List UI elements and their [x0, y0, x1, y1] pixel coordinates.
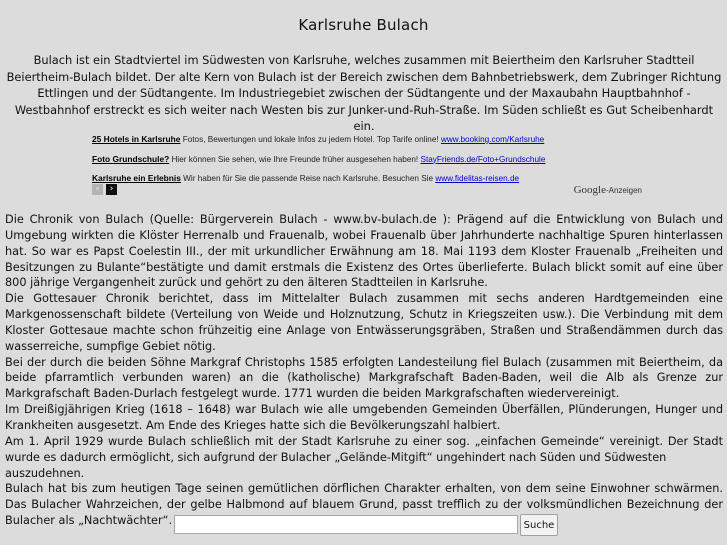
- search-button[interactable]: Suche: [520, 514, 558, 536]
- chronicle-paragraph: auszudehnen.: [5, 466, 85, 480]
- ad-text: Fotos, Bewertungen und lokale Infos zu jedem Hotel. Top Tarife online!: [180, 135, 441, 144]
- ad-url-link[interactable]: www.fidelitas-reisen.de: [435, 174, 520, 183]
- ad-text: Wir haben für Sie die passende Reise nach Karlsruhe. Besuchen Sie: [180, 174, 436, 183]
- ad-title-link[interactable]: Karlsruhe ein Erlebnis: [92, 173, 181, 183]
- chronicle-paragraph: Am 1. April 1929 wurde Bulach schließlich mit der Stadt Karlsruhe zu einer sog. „einfachen Gemeinde“ vereinigt. Der Stadt wurde es dadurch ermöglicht, sich aufgrund der Bulacher „Gelände-Mitgift“ ungehindert nach Süden und Südwesten: [5, 434, 723, 464]
- ad-next-button[interactable]: ›: [106, 184, 117, 195]
- chronicle-paragraph: Bulach hat bis zum heutigen Tage seinen gemütlichen dörflichen Charakter erhalten, von dem seine Einwohner schwärmen. Das Bulacher Wahrzeichen, der gelbe Halbmond auf blauem Grund, passt trefflich zu der volksmündlichen Bezeichnung der Bulacher als „Nachtwächter“.: [5, 482, 723, 528]
- ad-text: Hier können Sie sehen, wie Ihre Freunde früher ausgesehen haben!: [169, 154, 421, 164]
- intro-paragraph: Bulach ist ein Stadtviertel im Südwesten von Karlsruhe, welches zusammen mit Beiertheim den Karlsruher Stadtteil Beiertheim-Bulach bildet. Der alte Kern von Bulach ist der Bereich zwischen dem Bahnbetriebswerk, dem Zubringer Richtung Ettlingen und der Südtangente. Im Industriegebiet zwischen der Südtangente und der Maxaubahn Hauptbahnhof - Westbahnhof erstreckt es sich weiter nach Westen bis zur Junker-und-Ruh-Straße. Im Süden schließt es Gut Scheibenhardt ein.: [6, 53, 722, 134]
- ad-title-link[interactable]: Foto Grundschule?: [92, 153, 170, 164]
- ad-prev-button[interactable]: ‹: [92, 184, 103, 195]
- page-title: Karlsruhe Bulach: [298, 16, 429, 34]
- ad-url-link[interactable]: StayFriends.de/Foto+Grundschule: [420, 154, 546, 164]
- chronicle-paragraph: Im Dreißigjährigen Krieg (1618 – 1648) war Bulach wie alle umgebenden Gemeinden Überfällen, Plünderungen, Hunger und Krankheiten ausgesetzt. Am Ende des Krieges hatte sich die Bevölkerungszahl halbiert.: [5, 403, 723, 432]
- ad-item: [92, 130, 652, 150]
- google-ads-suffix: -Anzeigen: [605, 186, 642, 195]
- chronicle-text: [5, 212, 723, 529]
- search-input[interactable]: [174, 515, 518, 534]
- chronicle-paragraph: Bei der durch die beiden Söhne Markgraf Christophs 1585 erfolgten Landesteilung fiel Bulach (zusammen mit Beiertheim, da beide pfarramtlich verbunden waren) an die (katholische) Markgrafschaft Baden-Baden, weil die Alb als Grenze zur Markgrafschaft Baden-Durlach festgelegt wurde. 1771 wurden die beiden Markgrafschaften wiedervereinigt.: [5, 355, 723, 401]
- google-ads-label[interactable]: [574, 184, 642, 196]
- ad-item: [92, 150, 652, 170]
- chronicle-paragraph: Die Chronik von Bulach (Quelle: Bürgerverein Bulach - www.bv-bulach.de ): Prägend auf die Entwicklung von Bulach und Umgebung wirkten die Klöster Herrenalb und Frauenalb, wobei Frauenalb über Jahrhunderte nachhaltige Spuren hinterlassen hat. So war es Papst Coelestin III., der mit urkundlicher Erwähnung am 18. Mai 1193 dem Kloster Frauenalb „Freiheiten und Besitzungen zu Bulante“bestätigte und damit erstmals die Existenz des Ortes überlieferte. Bulach blickt somit auf eine über 800 jährige Vergangenheit zurück und gehört zu den älteren Stadtteilen in Karlsruhe.: [5, 213, 723, 290]
- ad-title-link[interactable]: 25 Hotels in Karlsruhe: [92, 134, 181, 144]
- ad-footer: [92, 184, 652, 198]
- ad-url-link[interactable]: www.booking.com/Karlsruhe: [440, 135, 545, 144]
- ad-block: [92, 130, 652, 189]
- chronicle-paragraph: Die Gottesauer Chronik berichtet, dass im Mittelalter Bulach zusammen mit sechs anderen Hardtgemeinden eine Markgenossenschaft bildete (Verteilung von Weide und Holznutzung, Schutz in Kriegszeiten usw.). Die Verbindung mit dem Kloster Gottesaue machte schon frühzeitig eine Anlage von Entwässerungsgräben, Straßen und Straßendämmen durch das wasserreiche, sumpfige Gebiet nötig.: [5, 292, 723, 353]
- google-logo: Google: [573, 184, 606, 196]
